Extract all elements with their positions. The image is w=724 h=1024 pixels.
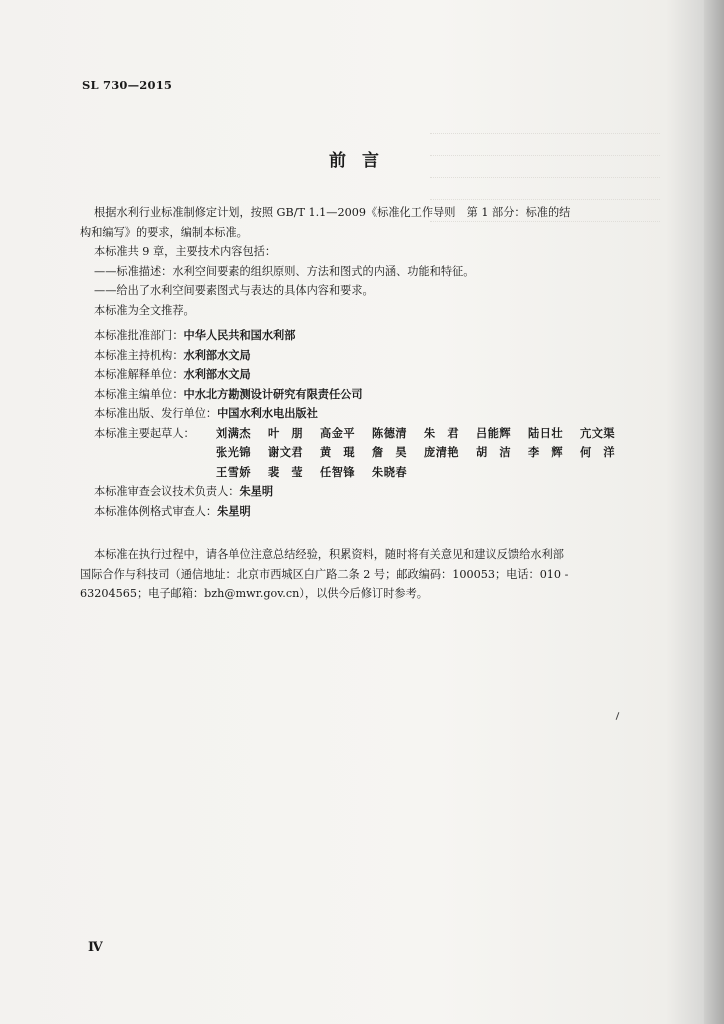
drafter-name: 叶 朋 [268, 426, 304, 440]
paragraph-4: ——给出了水利空间要素图式与表达的具体内容和要求。 [94, 284, 374, 297]
info-approving-dept: 本标准批准部门：中华人民共和国水利部 [94, 329, 296, 342]
drafter-name: 吕能辉 [476, 426, 512, 440]
drafter-name: 刘满杰 [216, 426, 252, 440]
info-chief-editing-unit: 本标准主编单位：中水北方勘测设计研究有限责任公司 [94, 387, 363, 401]
drafter-name: 裴 莹 [268, 465, 304, 479]
scan-speck [616, 712, 620, 720]
drafter-name: 任智锋 [320, 465, 356, 479]
drafter-name: 朱 君 [424, 426, 460, 440]
drafter-name: 陈德清 [372, 426, 408, 440]
drafters-label: 本标准主要起草人： [94, 426, 195, 440]
drafter-name: 李 辉 [528, 446, 564, 459]
reviewer-technical-lead: 本标准审查会议技术负责人：朱星明 [94, 485, 274, 498]
drafter-name: 詹 昊 [372, 446, 408, 459]
reviewer-format: 本标准体例格式审查人：朱星明 [94, 504, 251, 518]
document-code: SL 730—2015 [82, 78, 173, 92]
closing-line-2: 国际合作与科技司（通信地址：北京市西城区白广路二条 2 号；邮政编码：100053；电话：010 - [80, 567, 569, 581]
paragraph-3: ——标准描述：水利空间要素的组织原则、方法和图式的内涵、功能和特征。 [94, 264, 475, 278]
drafter-name: 黄 琨 [320, 446, 356, 459]
foreword-body [80, 203, 650, 604]
closing-line-3: 63204565；电子邮箱：bzh@mwr.gov.cn），以供今后修订时参考。 [80, 587, 428, 600]
drafters-list [90, 424, 650, 483]
drafter-name: 高金平 [320, 426, 356, 440]
drafter-name: 庞清艳 [424, 446, 460, 459]
info-host-organization: 本标准主持机构：水利部水文局 [94, 348, 251, 362]
drafter-name: 张光锦 [216, 446, 252, 459]
drafter-name: 谢文君 [268, 446, 304, 459]
drafters-row-1 [90, 424, 650, 444]
drafters-row-3 [90, 463, 650, 483]
paragraph-2: 本标准共 9 章，主要技术内容包括： [94, 245, 277, 258]
drafters-row-2 [90, 443, 650, 463]
page-title: 前言 [329, 151, 395, 171]
drafter-name: 胡 洁 [476, 446, 512, 459]
paragraph-5: 本标准为全文推荐。 [94, 303, 195, 317]
closing-line-1: 本标准在执行过程中，请各单位注意总结经验，积累资料，随时将有关意见和建议反馈给水利部 [94, 548, 564, 561]
paragraph-1-line-2: 构和编写》的要求，编制本标准。 [80, 225, 248, 239]
drafter-name: 朱晓春 [372, 465, 408, 479]
paragraph-1-line-1: 根据水利行业标准制修定计划，按照 GB/T 1.1—2009《标准化工作导则 第 1 部分：标准的结 [94, 206, 571, 219]
drafter-name: 何 洋 [580, 446, 616, 459]
page-number: Ⅳ [88, 940, 103, 955]
drafter-name: 王雪娇 [216, 465, 252, 479]
drafter-name: 亢文渠 [580, 426, 616, 440]
info-publisher: 本标准出版、发行单位：中国水利水电出版社 [94, 407, 318, 420]
drafter-name: 陆日壮 [528, 426, 564, 440]
info-interpreting-unit: 本标准解释单位：水利部水文局 [94, 368, 251, 381]
